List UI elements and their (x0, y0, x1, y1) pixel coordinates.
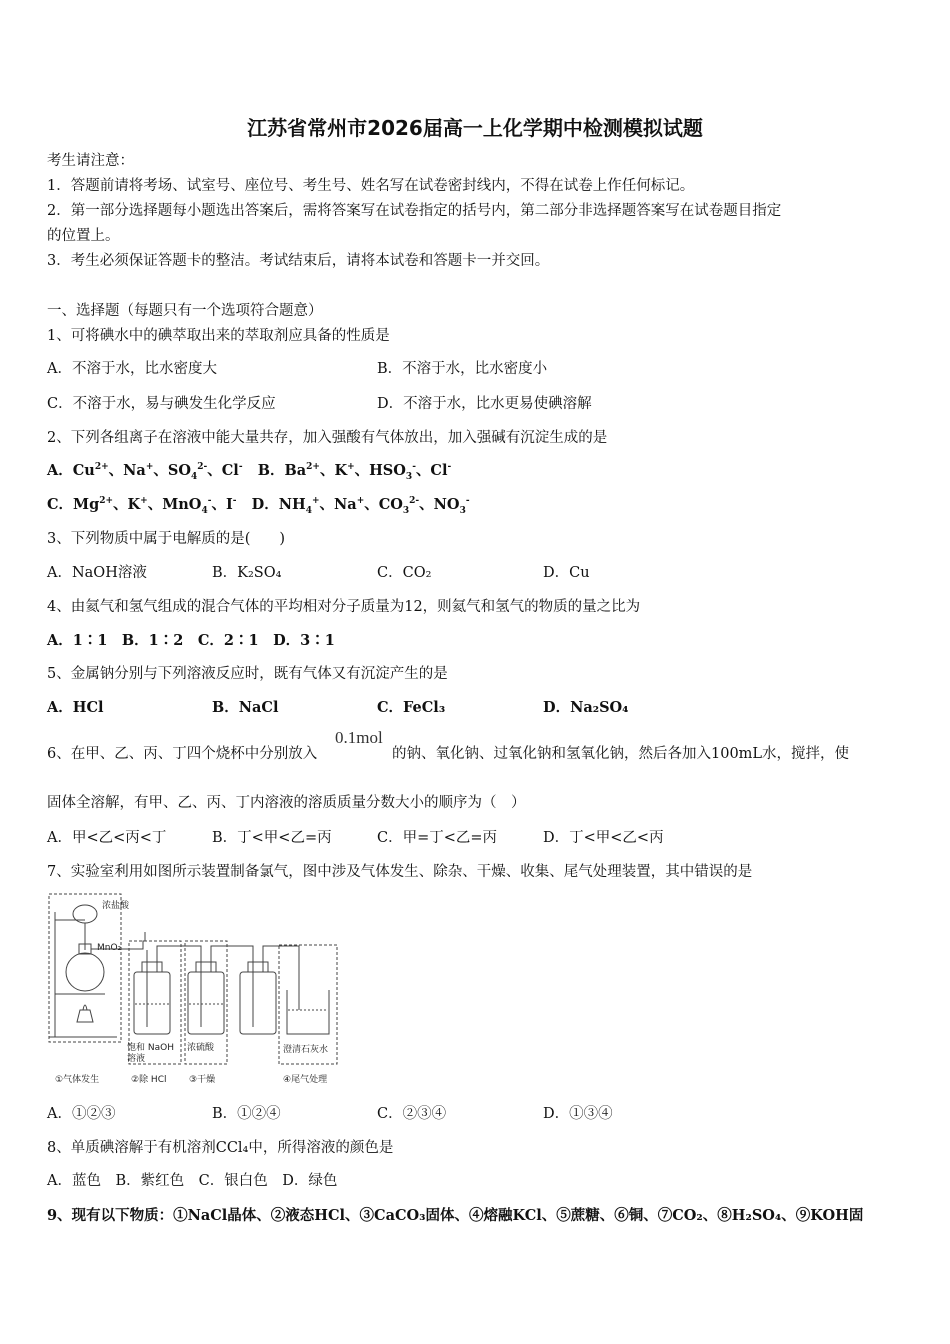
q2-option-d-label: D． (251, 496, 279, 513)
q6-stem-part2: 的钠、氧化钠、过氧化钠和氢氧化钠，然后各加入100mL水，搅拌，使 (392, 746, 850, 762)
q6-option-b: B．丁<甲<乙=丙 (212, 830, 332, 846)
q1-option-a: A．不溶于水，比水密度大 (47, 361, 217, 377)
label-naoh-line1: 饱和 NaOH (127, 1043, 174, 1053)
page-title: 江苏省常州市2026届高一上化学期中检测模拟试题 (247, 116, 703, 140)
label-limewater: 澄清石灰水 (283, 1045, 329, 1055)
q6-stem-part3: 固体全溶解，有甲、乙、丙、丁内溶液的溶质质量分数大小的顺序为（ ） (47, 795, 526, 811)
caption-remove-hcl: ②除 HCl (131, 1075, 167, 1085)
q7-option-c: C．②③④ (377, 1106, 447, 1122)
notice-item-1: 1．答题前请将考场、试室号、座位号、考生号、姓名写在试卷密封线内，不得在试卷上作任何标记。 (47, 178, 695, 194)
box-gas-generation (49, 894, 121, 1042)
q1-option-d: D．不溶于水，比水更易使碘溶解 (377, 396, 592, 412)
caption-tail-gas: ④尾气处理 (283, 1075, 328, 1085)
q5-option-a: A．HCl (47, 699, 104, 716)
q4-stem: 4、由氦气和氢气组成的混合气体的平均相对分子质量为12，则氦气和氢气的物质的量之比为 (47, 599, 641, 615)
q3-option-d: D．Cu (543, 565, 590, 581)
q6-option-c: C．甲=丁<乙=丙 (377, 830, 498, 846)
label-naoh-line2: 溶液 (127, 1054, 146, 1064)
q7-option-a: A．①②③ (47, 1106, 116, 1122)
q2-stem: 2、下列各组离子在溶液中能大量共存，加入强酸有气体放出，加入强碱有沉淀生成的是 (47, 430, 608, 446)
q7-stem: 7、实验室利用如图所示装置制备氯气，图中涉及气体发生、除杂、干燥、收集、尾气处理装置，其中错误的是 (47, 864, 753, 880)
caption-drying: ③干燥 (189, 1075, 216, 1085)
q3-option-a: A．NaOH溶液 (47, 565, 147, 581)
caption-gas-generation: ①气体发生 (55, 1075, 100, 1085)
label-mno2: MnO₂ (97, 943, 122, 953)
label-conc-hcl: 浓盐酸 (102, 901, 130, 911)
q4-options: A．1∶1 B．1∶2 C．2∶1 D．3∶1 (47, 632, 335, 649)
notice-item-2: 2．第一部分选择题每小题选出答案后，需将答案写在试卷指定的括号内，第二部分非选择题答案写在试卷题目指定 (47, 203, 782, 219)
q2-option-c-label: C． (47, 496, 74, 513)
q1-stem: 1、可将碘水中的碘萃取出来的萃取剂应具备的性质是 (47, 328, 390, 344)
q6-option-a: A．甲<乙<丙<丁 (47, 830, 167, 846)
notice-item-2-cont: 的位置上。 (47, 228, 120, 244)
label-conc-h2so4: 浓硫酸 (187, 1043, 215, 1053)
q3-option-b: B．K₂SO₄ (212, 565, 282, 581)
notice-heading: 考生请注意： (47, 153, 134, 169)
q8-options: A．蓝色 B．紫红色 C．银白色 D．绿色 (47, 1173, 338, 1189)
q5-option-b: B．NaCl (212, 699, 279, 716)
notice-item-3: 3．考生必须保证答题卡的整洁。考试结束后，请将本试卷和答题卡一并交回。 (47, 253, 550, 269)
q5-stem: 5、金属钠分别与下列溶液反应时，既有气体又有沉淀产生的是 (47, 666, 448, 682)
q6-option-d: D．丁<甲<乙<丙 (543, 830, 664, 846)
q3-option-c: C．CO₂ (377, 565, 432, 581)
q3-stem: 3、下列物质中属于电解质的是( ) (47, 531, 286, 547)
q5-option-c: C．FeCl₃ (377, 699, 446, 716)
section-heading: 一、选择题（每题只有一个选项符合题意） (47, 303, 323, 319)
q6-mol-amount: 0.1mol (335, 728, 383, 747)
q1-option-b: B．不溶于水，比水密度小 (377, 361, 548, 377)
q6-stem-part1: 6、在甲、乙、丙、丁四个烧杯中分别放入 (47, 746, 318, 762)
q8-stem: 8、单质碘溶解于有机溶剂CCl₄中，所得溶液的颜色是 (47, 1140, 394, 1156)
q2-option-b-label: B． (257, 462, 285, 479)
q2-options-ab: A．$Cu^{2+}$、Na+、$SO_4^{2-}$、Cl- B．$Ba^{2+}$、K+、$HSO_3^-$、Cl- (47, 462, 452, 482)
q2-option-a-label: A． (47, 462, 73, 479)
q7-option-d: D．①③④ (543, 1106, 613, 1122)
q9-stem: 9、现有以下物质：①NaCl晶体、②液态HCl、③CaCO₃固体、④熔融KCl、⑤蔗糖、⑥铜、⑦CO₂、⑧H₂SO₄、⑨KOH固 (47, 1207, 864, 1224)
q7-option-b: B．①②④ (212, 1106, 281, 1122)
q1-option-c: C．不溶于水，易与碘发生化学反应 (47, 396, 276, 412)
q5-option-d: D．Na₂SO₄ (543, 699, 629, 716)
q2-options-cd: C．$Mg^{2+}$、K+、MnO$_4$-、I- D．$NH_4^+$、Na+、$CO_3^{2-}$、$NO_3^-$ (47, 496, 470, 516)
chlorine-apparatus-figure (47, 892, 342, 1090)
